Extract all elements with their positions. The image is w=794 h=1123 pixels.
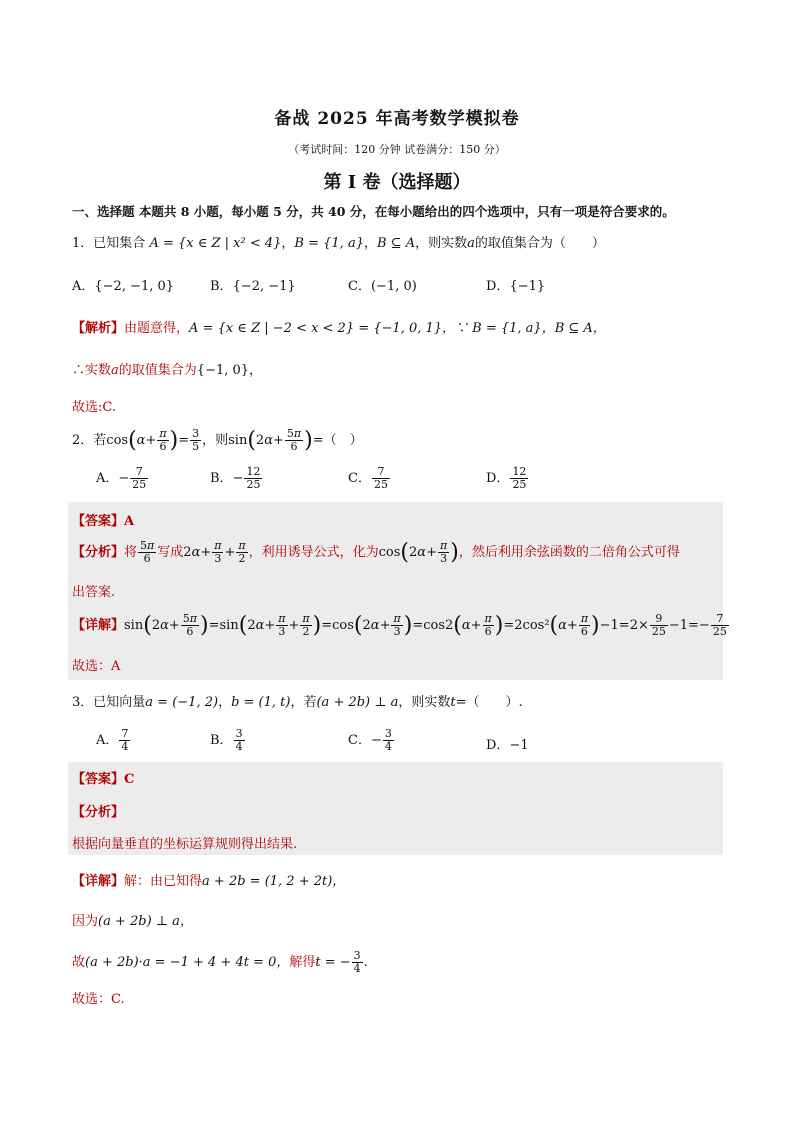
question-3-stem: 3．已知向量a = (−1, 2)，b = (1, t)，若(a + 2b) ⊥ a，则实数t=（ ）.: [72, 695, 523, 710]
stem-text: 的取值集合为（ ）: [474, 236, 605, 251]
variable-a: a: [467, 236, 475, 251]
stem-text: ，则实数: [415, 236, 468, 251]
q1-option-d: D．{−1}: [486, 279, 546, 294]
q3-option-b: B． $\frac{3}{4}$: [210, 727, 243, 753]
q1-answer: 故选:C.: [72, 400, 116, 415]
question-number: 1．: [72, 236, 94, 251]
q3-option-c: C．− $\frac{3}{4}$: [348, 727, 392, 753]
q2-analysis-end: 出答案.: [72, 585, 116, 600]
analysis-math: A = {x ∈ Z | −2 < x < 2} = {−1, 0, 1}，∵ B = {1, a}，B ⊆ A，: [189, 321, 606, 336]
set-b-definition: B = {1, a}: [294, 236, 364, 251]
question-2-stem: 2．若cos(α+ $\frac{\pi}{6}$ )= $\frac{3}{5}$ ，则sin(2α+ $\frac{5\pi}{6}$ )=（ ）: [72, 427, 363, 453]
section-instructions: 一、选择题 本题共 8 小题，每小题 5 分，共 40 分，在每小题给出的四个选项中，只有一项是符合要求的。: [72, 204, 675, 219]
q3-because: 因为(a + 2b) ⊥ a，: [72, 914, 193, 929]
q2-option-a: A．− $\frac{7}{25}$: [96, 465, 147, 491]
question-1-stem: 1．已知集合 A = {x ∈ Z | x² < 4}，B = {1, a}，B ⊆ A，则实数a的取值集合为（ ）: [72, 236, 605, 251]
q3-option-d: D．−1: [486, 738, 529, 753]
q2-answer: 【答案】A: [72, 514, 135, 529]
stem-text: 已知集合: [93, 236, 146, 251]
q3-answer: 【答案】C: [72, 772, 135, 787]
q1-option-a: A．{−2, −1, 0}: [72, 279, 175, 294]
q2-solution-panel: [68, 502, 723, 680]
q2-option-b: B．− $\frac{12}{25}$: [210, 465, 261, 491]
q2-detail: 【详解】sin(2α+ $\frac{5\pi}{6}$ )=sin(2α+ $\frac{\pi}{3}$ + $\frac{\pi}{2}$ )=cos(2α+ $\frac{\pi}{3}$ )=cos2(α+ $\frac{\pi}{6}$ )=2cos²(α+ $\frac{\pi}{6}$ )−1=2× $\frac{9}{25}$ −1=− $\frac{7}{25}$: [72, 612, 727, 638]
analysis-tag: 【解析】: [72, 321, 125, 336]
q2-option-d: D． $\frac{12}{25}$: [486, 465, 527, 491]
q3-therefore: 故(a + 2b)·a = −1 + 4 + 4t = 0，解得t = − $\frac{3}{4}$ .: [72, 949, 368, 975]
q1-analysis: 【解析】由题意得，A = {x ∈ Z | −2 < x < 2} = {−1, 0, 1}，∵ B = {1, a}，B ⊆ A，: [72, 321, 606, 336]
q2-final: 故选：A: [72, 659, 121, 674]
q3-final: 故选：C.: [72, 992, 125, 1007]
q1-option-c: C．(−1, 0): [348, 279, 417, 294]
q3-analysis: 根据向量垂直的坐标运算规则得出结果.: [72, 837, 298, 852]
q2-analysis: 【分析】将 $\frac{5\pi}{6}$ 写成2α+ $\frac{\pi}{3}$ + $\frac{\pi}{2}$ ，利用诱导公式，化为cos(2α+ $\frac{\pi}{3}$ )，然后利用余弦函数的二倍角公式可得: [72, 539, 680, 565]
q3-detail: 【详解】解：由已知得a + 2b = (1, 2 + 2t)，: [72, 874, 346, 889]
q3-option-a: A． $\frac{7}{4}$: [96, 727, 129, 753]
q1-conclusion: ∴实数a的取值集合为{−1, 0}，: [72, 363, 263, 378]
q3-analysis-tag: 【分析】: [72, 805, 125, 820]
q1-option-b: B．{−2, −1}: [210, 279, 296, 294]
exam-title: 备战 2025 年高考数学模拟卷: [274, 109, 520, 129]
set-a-definition: A = {x ∈ Z | x² < 4}: [149, 236, 282, 251]
subset-condition: B ⊆ A: [376, 236, 416, 251]
exam-subtitle: （考试时间：120 分钟 试卷满分：150 分）: [288, 143, 506, 156]
q2-option-c: C． $\frac{7}{25}$: [348, 465, 388, 491]
part-heading: 第 I 卷（选择题）: [323, 172, 471, 193]
